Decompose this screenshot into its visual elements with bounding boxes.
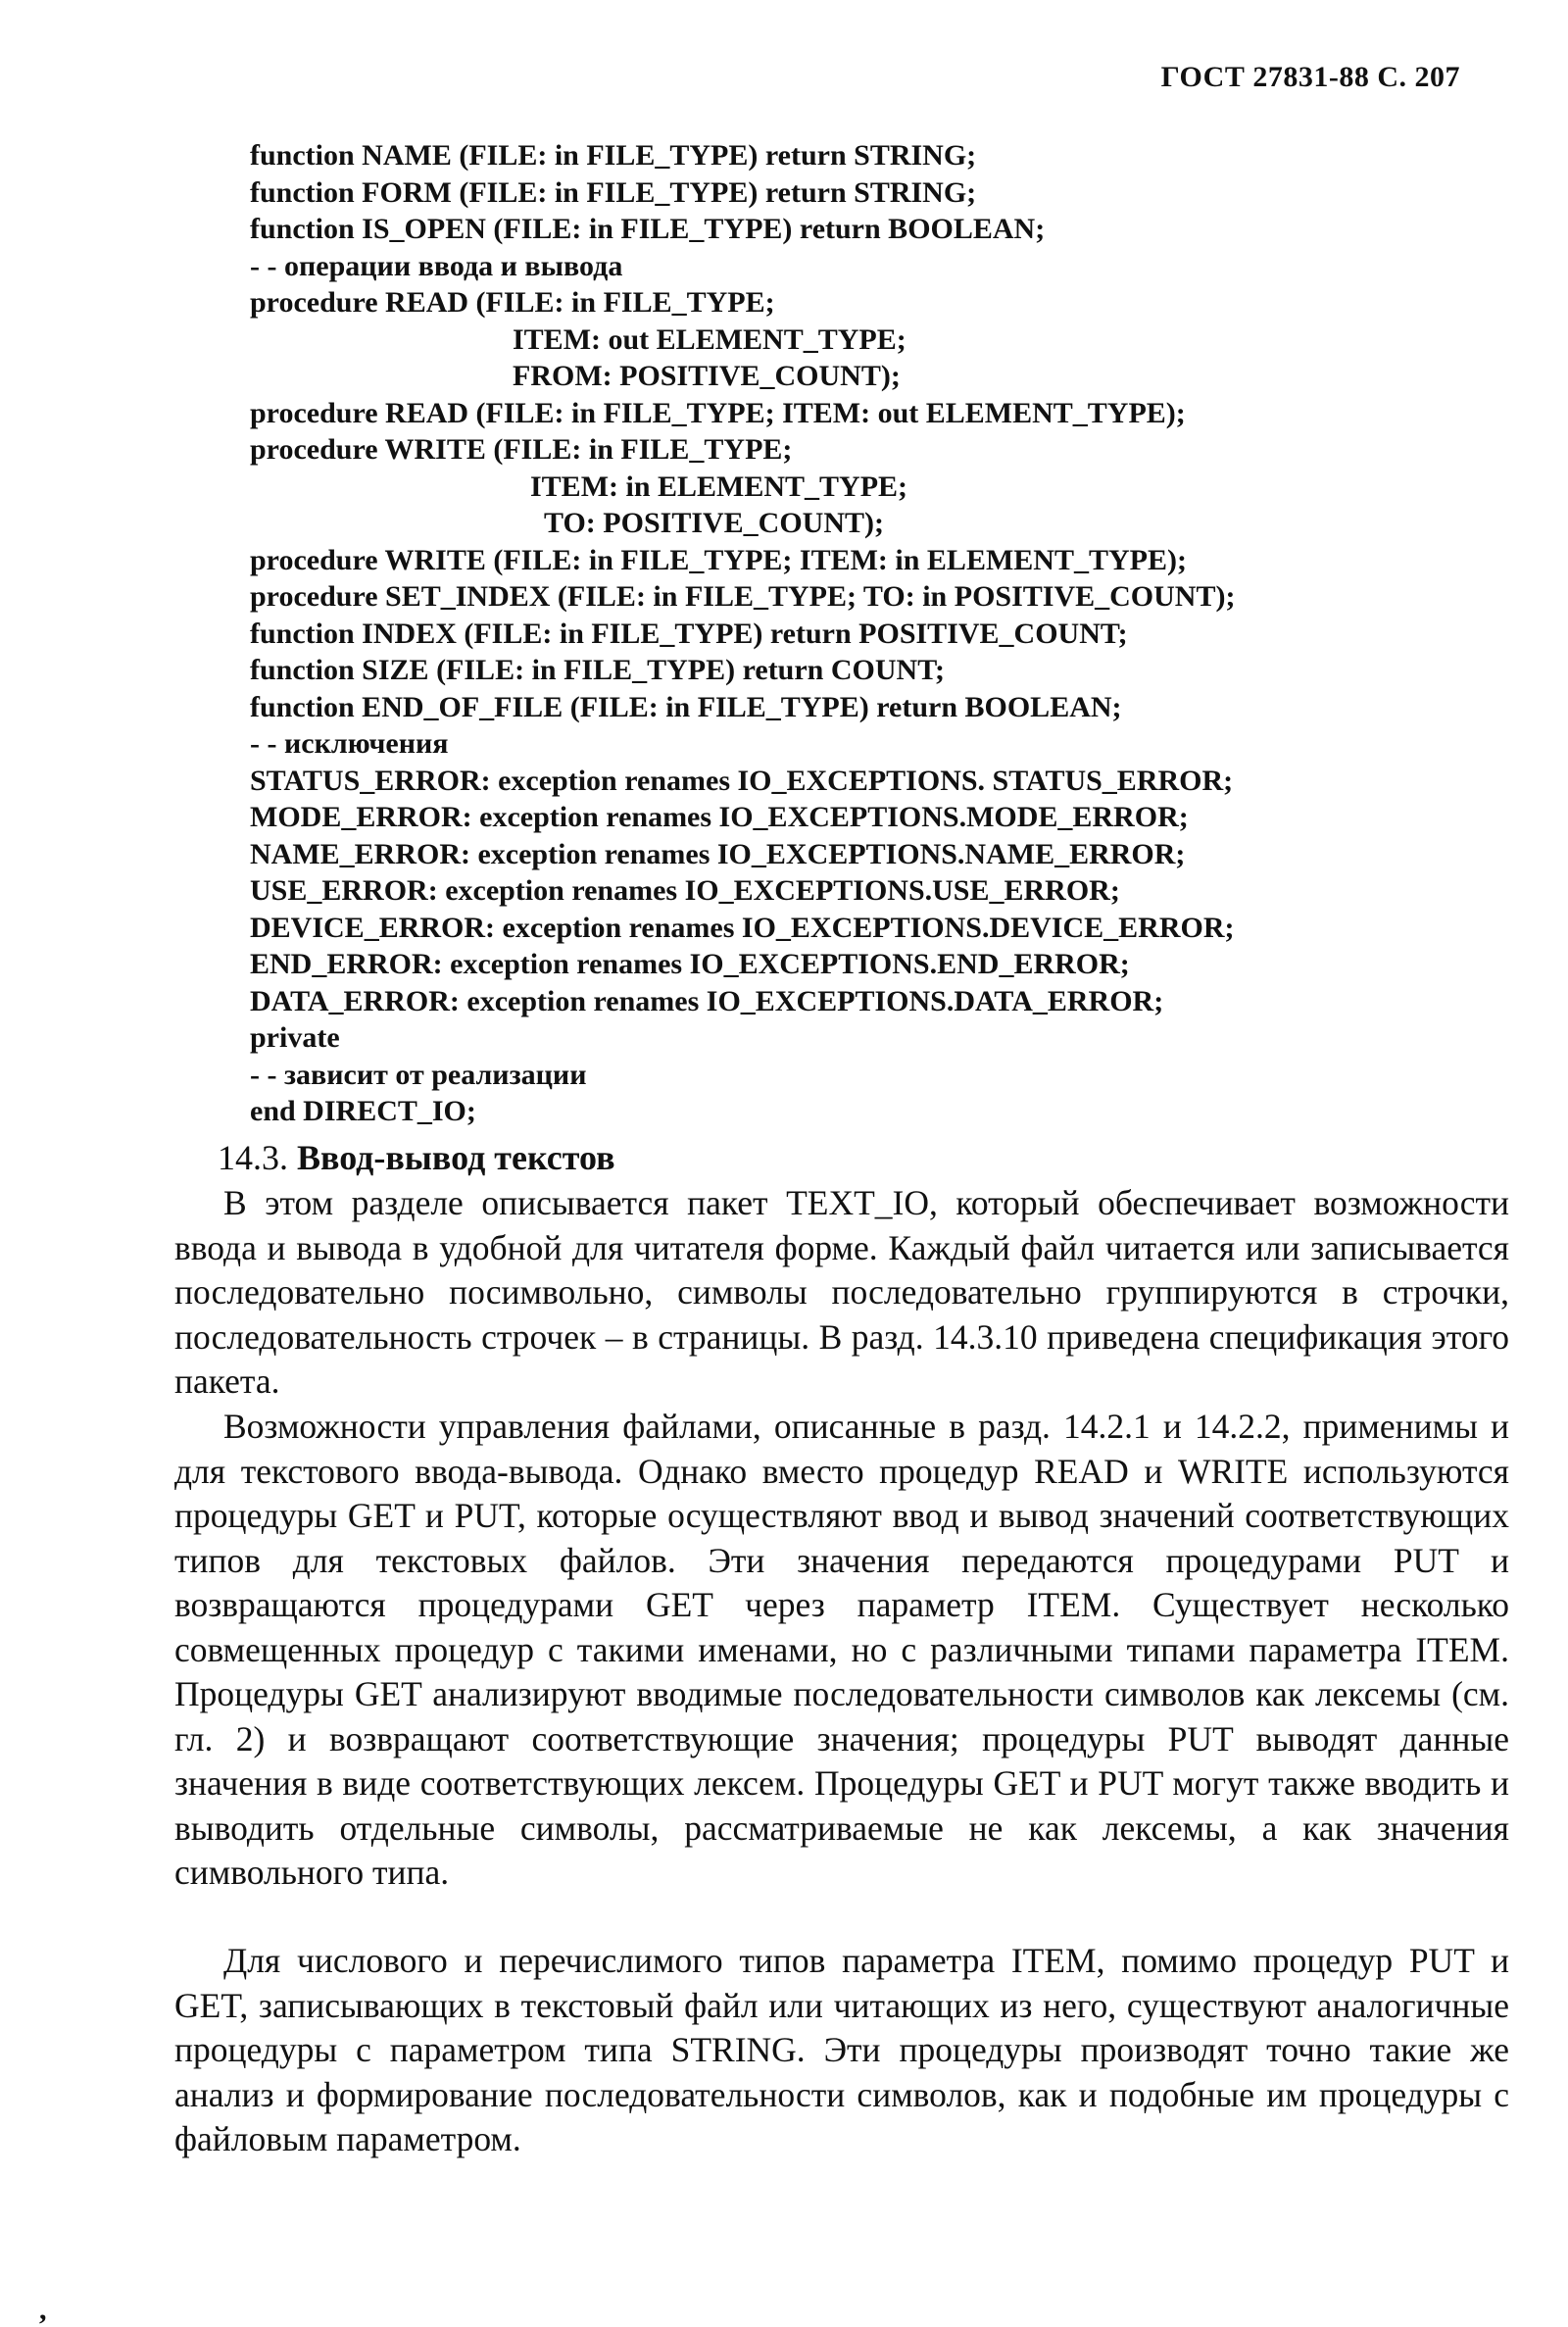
- code-line: function FORM (FILE: in FILE_TYPE) return STRING;: [250, 175, 977, 209]
- code-line: USE_ERROR: exception renames IO_EXCEPTIONS.USE_ERROR;: [250, 874, 1120, 907]
- code-line: FROM: POSITIVE_COUNT);: [513, 360, 901, 392]
- code-line: END_ERROR: exception renames IO_EXCEPTIONS.END_ERROR;: [250, 948, 1130, 980]
- code-line: - - исключения: [250, 727, 449, 760]
- code-line: DEVICE_ERROR: exception renames IO_EXCEPTIONS.DEVICE_ERROR;: [250, 911, 1235, 944]
- code-line: - - операции ввода и вывода: [250, 249, 623, 282]
- page-header: ГОСТ 27831-88 С. 207: [1160, 61, 1460, 93]
- code-listing: [250, 137, 1485, 1130]
- code-line: MODE_ERROR: exception renames IO_EXCEPTIONS.MODE_ERROR;: [250, 801, 1189, 833]
- code-line: NAME_ERROR: exception renames IO_EXCEPTIONS.NAME_ERROR;: [250, 837, 1186, 870]
- paragraph-1: [174, 1181, 1509, 1405]
- code-line: ITEM: in ELEMENT_TYPE;: [530, 470, 908, 503]
- code-line: ITEM: out ELEMENT_TYPE;: [513, 322, 906, 356]
- code-line: - - зависит от реализации: [250, 1058, 587, 1091]
- code-line: function NAME (FILE: in FILE_TYPE) return STRING;: [250, 139, 977, 172]
- margin-mark: ,: [39, 2294, 47, 2326]
- section-number: 14.3.: [218, 1138, 288, 1177]
- code-line: procedure SET_INDEX (FILE: in FILE_TYPE; TO: in POSITIVE_COUNT);: [250, 580, 1236, 613]
- paragraph-text: Для числового и перечислимого типов параметра ITEM, помимо процедур PUT и GET, записывающих в текстовый файл или читающих из него, существуют аналогичные процедуры с параметром типа STRING. Эти процедуры производят точно такие же анализ и формирование последовательности символов, как и подобные им процедуры с файловым параметром.: [174, 1941, 1509, 2158]
- paragraph-text: В этом разделе описывается пакет TEXT_IO, который обеспечивает возможности ввода и вывода в удобной для читателя форме. Каждый файл читается или записывается последовательно посимвольно, символы последовательно группируются в строчки, последовательность строчек – в страницы. В разд. 14.3.10 приведена спецификация этого пакета.: [174, 1183, 1509, 1401]
- code-line: procedure READ (FILE: in FILE_TYPE; ITEM: out ELEMENT_TYPE);: [250, 396, 1186, 429]
- code-line: function END_OF_FILE (FILE: in FILE_TYPE) return BOOLEAN;: [250, 690, 1122, 723]
- code-line: function INDEX (FILE: in FILE_TYPE) return POSITIVE_COUNT;: [250, 617, 1128, 650]
- code-line: function IS_OPEN (FILE: in FILE_TYPE) return BOOLEAN;: [250, 213, 1046, 245]
- paragraph-text: Возможности управления файлами, описанные в разд. 14.2.1 и 14.2.2, применимы и для текстового ввода-вывода. Однако вместо процедур READ и WRITE используются процедуры GET и PUT, которые осуществляют ввод и вывод значений соответствующих типов для текстовых файлов. Эти значения передаются процедурами PUT и возвращаются процедурами GET через параметр ITEM. Существует несколько совмещенных процедур с такими именами, но с различными типами параметра ITEM. Процедуры GET анализируют вводимые последовательности символов как лексемы (см. гл. 2) и возвращают соответствующие значения; процедуры PUT выводят данные значения в виде соответствующих лексем. Процедуры GET и PUT могут также вводить и выводить отдельные символы, рассматриваемые не как лексемы, а как значения символьного типа.: [174, 1407, 1509, 1892]
- paragraph-3: [174, 1939, 1509, 2162]
- paragraph-2: [174, 1405, 1509, 1896]
- code-line: TO: POSITIVE_COUNT);: [544, 507, 884, 539]
- code-line: private: [250, 1021, 340, 1054]
- section-heading: [218, 1137, 615, 1178]
- section-title: Ввод-вывод текстов: [297, 1138, 615, 1177]
- code-line: procedure WRITE (FILE: in FILE_TYPE;: [250, 433, 793, 466]
- code-line: end DIRECT_IO;: [250, 1095, 476, 1127]
- code-line: STATUS_ERROR: exception renames IO_EXCEPTIONS. STATUS_ERROR;: [250, 764, 1234, 797]
- code-line: DATA_ERROR: exception renames IO_EXCEPTIONS.DATA_ERROR;: [250, 984, 1164, 1017]
- code-line: procedure WRITE (FILE: in FILE_TYPE; ITEM: in ELEMENT_TYPE);: [250, 543, 1187, 576]
- code-line: procedure READ (FILE: in FILE_TYPE;: [250, 286, 775, 319]
- code-line: function SIZE (FILE: in FILE_TYPE) return COUNT;: [250, 654, 945, 686]
